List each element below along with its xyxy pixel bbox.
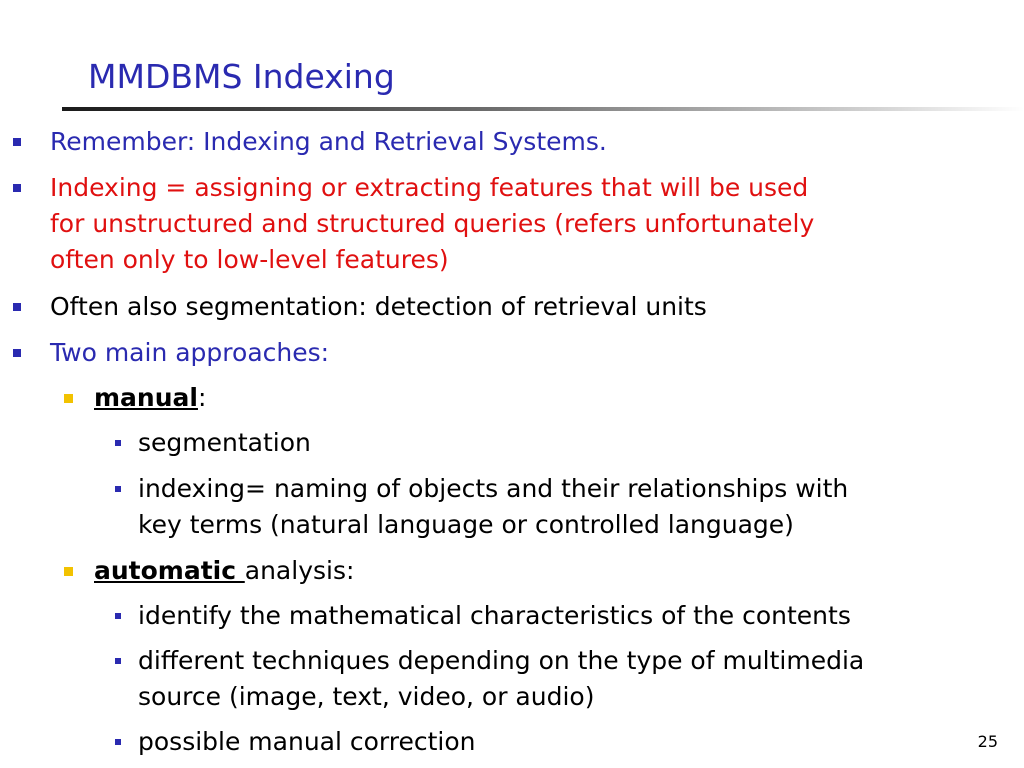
square-bullet-icon xyxy=(13,349,21,357)
square-bullet-icon xyxy=(115,739,121,745)
square-bullet-icon xyxy=(115,486,121,492)
bullet-two-approaches xyxy=(50,335,329,371)
bullet-text: segmentation xyxy=(138,428,311,457)
square-bullet-icon xyxy=(115,658,121,664)
bullet-text-line: Indexing = assigning or extracting features that will be used xyxy=(50,173,809,202)
bullet-text-line: often only to low-level features) xyxy=(50,245,449,274)
automatic-suffix: analysis: xyxy=(244,556,355,585)
bullet-text-line: different techniques depending on the type of multimedia xyxy=(138,646,865,675)
square-bullet-icon xyxy=(115,440,121,446)
bullet-text: Often also segmentation: detection of retrieval units xyxy=(50,292,707,321)
bullet-text-line: for unstructured and structured queries (refers unfortunately xyxy=(50,209,815,238)
bullet-text: Two main approaches: xyxy=(50,338,330,367)
slide-title: MMDBMS Indexing xyxy=(88,57,395,96)
square-bullet-icon xyxy=(13,138,21,146)
square-bullet-icon xyxy=(64,394,73,403)
subsubbullet-techniques xyxy=(138,643,864,715)
subsubbullet-identify xyxy=(138,598,851,634)
bullet-remember xyxy=(50,124,607,160)
automatic-keyword: automatic xyxy=(94,556,245,585)
page-number: 25 xyxy=(977,732,998,751)
square-bullet-icon xyxy=(64,567,73,576)
subbullet-manual xyxy=(94,380,206,416)
bullet-indexing-definition xyxy=(50,170,814,278)
bullet-text-line: key terms (natural language or controlled language) xyxy=(138,510,794,539)
bullet-text-line: source (image, text, video, or audio) xyxy=(138,682,595,711)
subsubbullet-correction xyxy=(138,724,476,760)
bullet-segmentation-note xyxy=(50,289,707,325)
title-underline xyxy=(62,107,1024,111)
square-bullet-icon xyxy=(13,184,21,192)
subbullet-automatic xyxy=(94,553,354,589)
bullet-text-line: indexing= naming of objects and their relationships with xyxy=(138,474,849,503)
manual-keyword: manual xyxy=(94,383,198,412)
manual-suffix: : xyxy=(197,383,207,412)
subsubbullet-segmentation xyxy=(138,425,311,461)
square-bullet-icon xyxy=(115,613,121,619)
bullet-text: possible manual correction xyxy=(138,727,476,756)
bullet-text: identify the mathematical characteristics of the contents xyxy=(138,601,851,630)
bullet-text: Remember: Indexing and Retrieval Systems. xyxy=(50,127,607,156)
subsubbullet-naming xyxy=(138,471,848,543)
square-bullet-icon xyxy=(13,303,21,311)
